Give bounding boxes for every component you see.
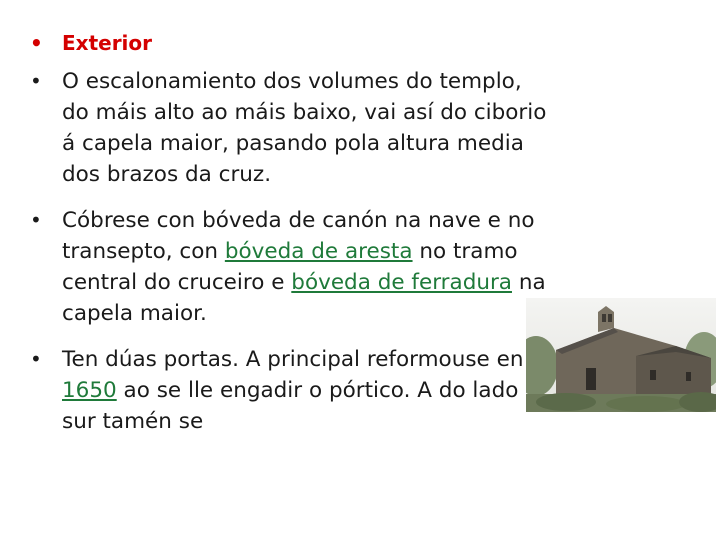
- bullet-dot: •: [30, 208, 42, 232]
- paragraph-vaults: [28, 205, 548, 329]
- bullet-list: [28, 28, 548, 452]
- link-boveda-de-ferradura[interactable]: bóveda de ferradura: [291, 270, 512, 295]
- paragraph-doors: [28, 344, 548, 437]
- paragraph-volumes: [28, 66, 548, 190]
- doors-text-before: Ten dúas portas. A principal reformouse en: [62, 347, 524, 372]
- vaults-text-before: Cóbrese con bóveda de canón na nave e no transepto, con: [62, 208, 535, 264]
- vaults-text-middle: no tramo central do cruceiro e: [62, 239, 518, 295]
- vaults-text-after: na capela maior.: [62, 270, 546, 326]
- church-photo: [526, 298, 716, 412]
- link-1650[interactable]: 1650: [62, 378, 117, 403]
- link-boveda-de-aresta[interactable]: bóveda de aresta: [224, 239, 413, 264]
- bullet-dot: •: [30, 31, 43, 55]
- doors-text-after: ao se lle engadir o pórtico. A do lado sur tamén se: [62, 378, 519, 434]
- heading-text: Exterior: [62, 31, 153, 55]
- paragraph-volumes-text: O escalonamiento dos volumes do templo, do máis alto ao máis baixo, vai así do ciborio á capela maior, pasando pola altura media dos brazos da cruz.: [62, 69, 547, 187]
- heading-exterior: [28, 28, 548, 58]
- bullet-dot: •: [30, 347, 42, 371]
- bullet-dot: •: [30, 69, 42, 93]
